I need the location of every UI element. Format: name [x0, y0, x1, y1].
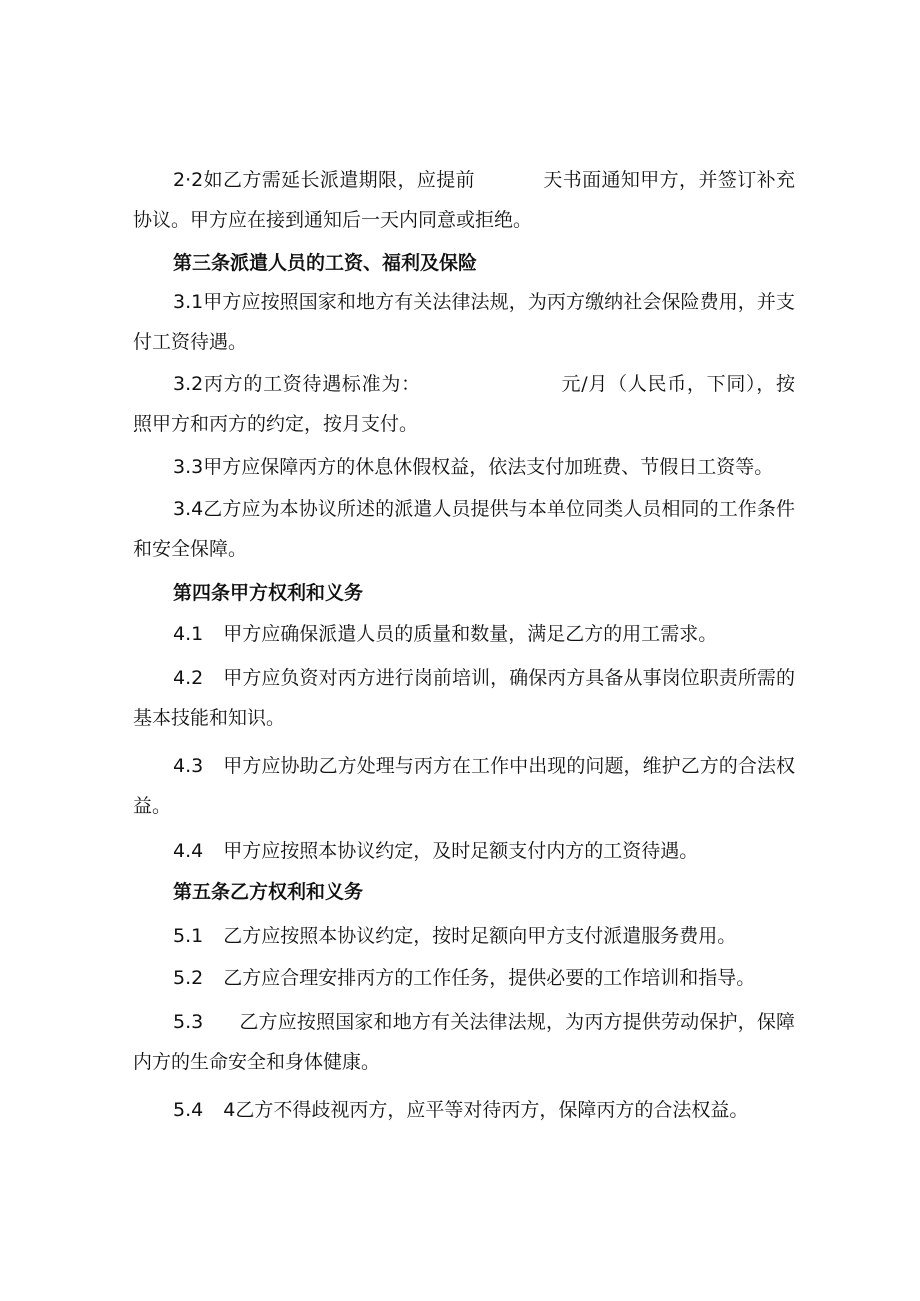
- clause-text: 甲方应确保派遣人员的质量和数量，满足乙方的用工需求。: [223, 623, 718, 645]
- clause-4-3: [133, 746, 795, 826]
- clause-text: 乙方应合理安排丙方的工作任务，提供必要的工作培训和指导。: [223, 967, 756, 989]
- clause-text: 甲方应协助乙方处理与丙方在工作中出现的问题，维护乙方的合法权益。: [133, 755, 795, 817]
- article-5-heading: 第五条乙方权利和义务: [173, 881, 364, 903]
- clause-3-1: [133, 282, 795, 362]
- clause-number: 3.3: [173, 456, 204, 478]
- clause-text-after: 元/月（人民币，下同），按照甲方和丙方的约定，按月支付。: [133, 373, 795, 435]
- clause-3-3: [133, 447, 795, 487]
- clause-text: 乙方不得歧视丙方，应平等对待丙方，保障丙方的合法权益。: [235, 1099, 749, 1121]
- clause-5-3: [133, 1002, 795, 1082]
- clause-number: 5.2: [173, 967, 204, 989]
- clause-text: 甲方应负资对丙方进行岗前培训，确保丙方具备从事岗位职责所需的基本技能和知识。: [133, 667, 795, 729]
- article-4-heading: 第四条甲方权利和义务: [173, 582, 364, 604]
- clause-number: 2·2: [173, 169, 204, 191]
- clause-number: 5.1: [173, 925, 204, 947]
- clause-5-1: [133, 916, 795, 956]
- clause-4-1: [133, 614, 795, 654]
- clause-text: 乙方应为本协议所述的派遣人员提供与本单位同类人员相同的工作条件和安全保障。: [133, 498, 795, 560]
- clause-number: 3.4: [173, 498, 204, 520]
- clause-text: 乙方应按照国家和地方有关法律法规，为丙方提供劳动保护，保障内方的生命安全和身体健康。: [133, 1011, 795, 1073]
- clause-text-before: 丙方的工资待遇标准为：: [203, 373, 421, 395]
- clause-4-2: [133, 658, 795, 738]
- clause-number: 3.2: [173, 373, 204, 395]
- clause-text-after: 天书面通知甲方，并签订补充协议。甲方应在接到通知后一天内同意或拒绝。: [133, 169, 795, 231]
- clause-number: 3.1: [173, 291, 204, 313]
- clause-number: 4.4: [173, 840, 204, 862]
- clause-3-4: [133, 489, 795, 569]
- clause-4-4: [133, 831, 795, 871]
- clause-text: 甲方应按照国家和地方有关法律法规，为丙方缴纳社会保险费用，并支付工资待遇。: [133, 291, 795, 353]
- clause-text: 甲方应保障丙方的休息休假权益，依法支付加班费、节假日工资等。: [203, 456, 774, 478]
- clause-text: 甲方应按照本协议约定，及时足额支付内方的工资待遇。: [223, 840, 699, 862]
- article-3-heading: 第三条派遣人员的工资、福利及保险: [173, 252, 478, 274]
- clause-5-2: [133, 958, 795, 998]
- clause-number: 5.3: [173, 1011, 204, 1033]
- clause-number: 5.4: [173, 1099, 204, 1121]
- clause-3-2: [133, 364, 795, 444]
- clause-number: 4.1: [173, 623, 204, 645]
- clause-number: 4.3: [173, 755, 204, 777]
- clause-5-4: [133, 1090, 795, 1130]
- clause-2-2: [133, 160, 795, 240]
- clause-text: 乙方应按照本协议约定，按时足额向甲方支付派遣服务费用。: [223, 925, 737, 947]
- clause-sub-number: 4: [223, 1099, 236, 1121]
- clause-text-before: 如乙方需延长派遣期限，应提前: [203, 169, 475, 191]
- clause-number: 4.2: [173, 667, 204, 689]
